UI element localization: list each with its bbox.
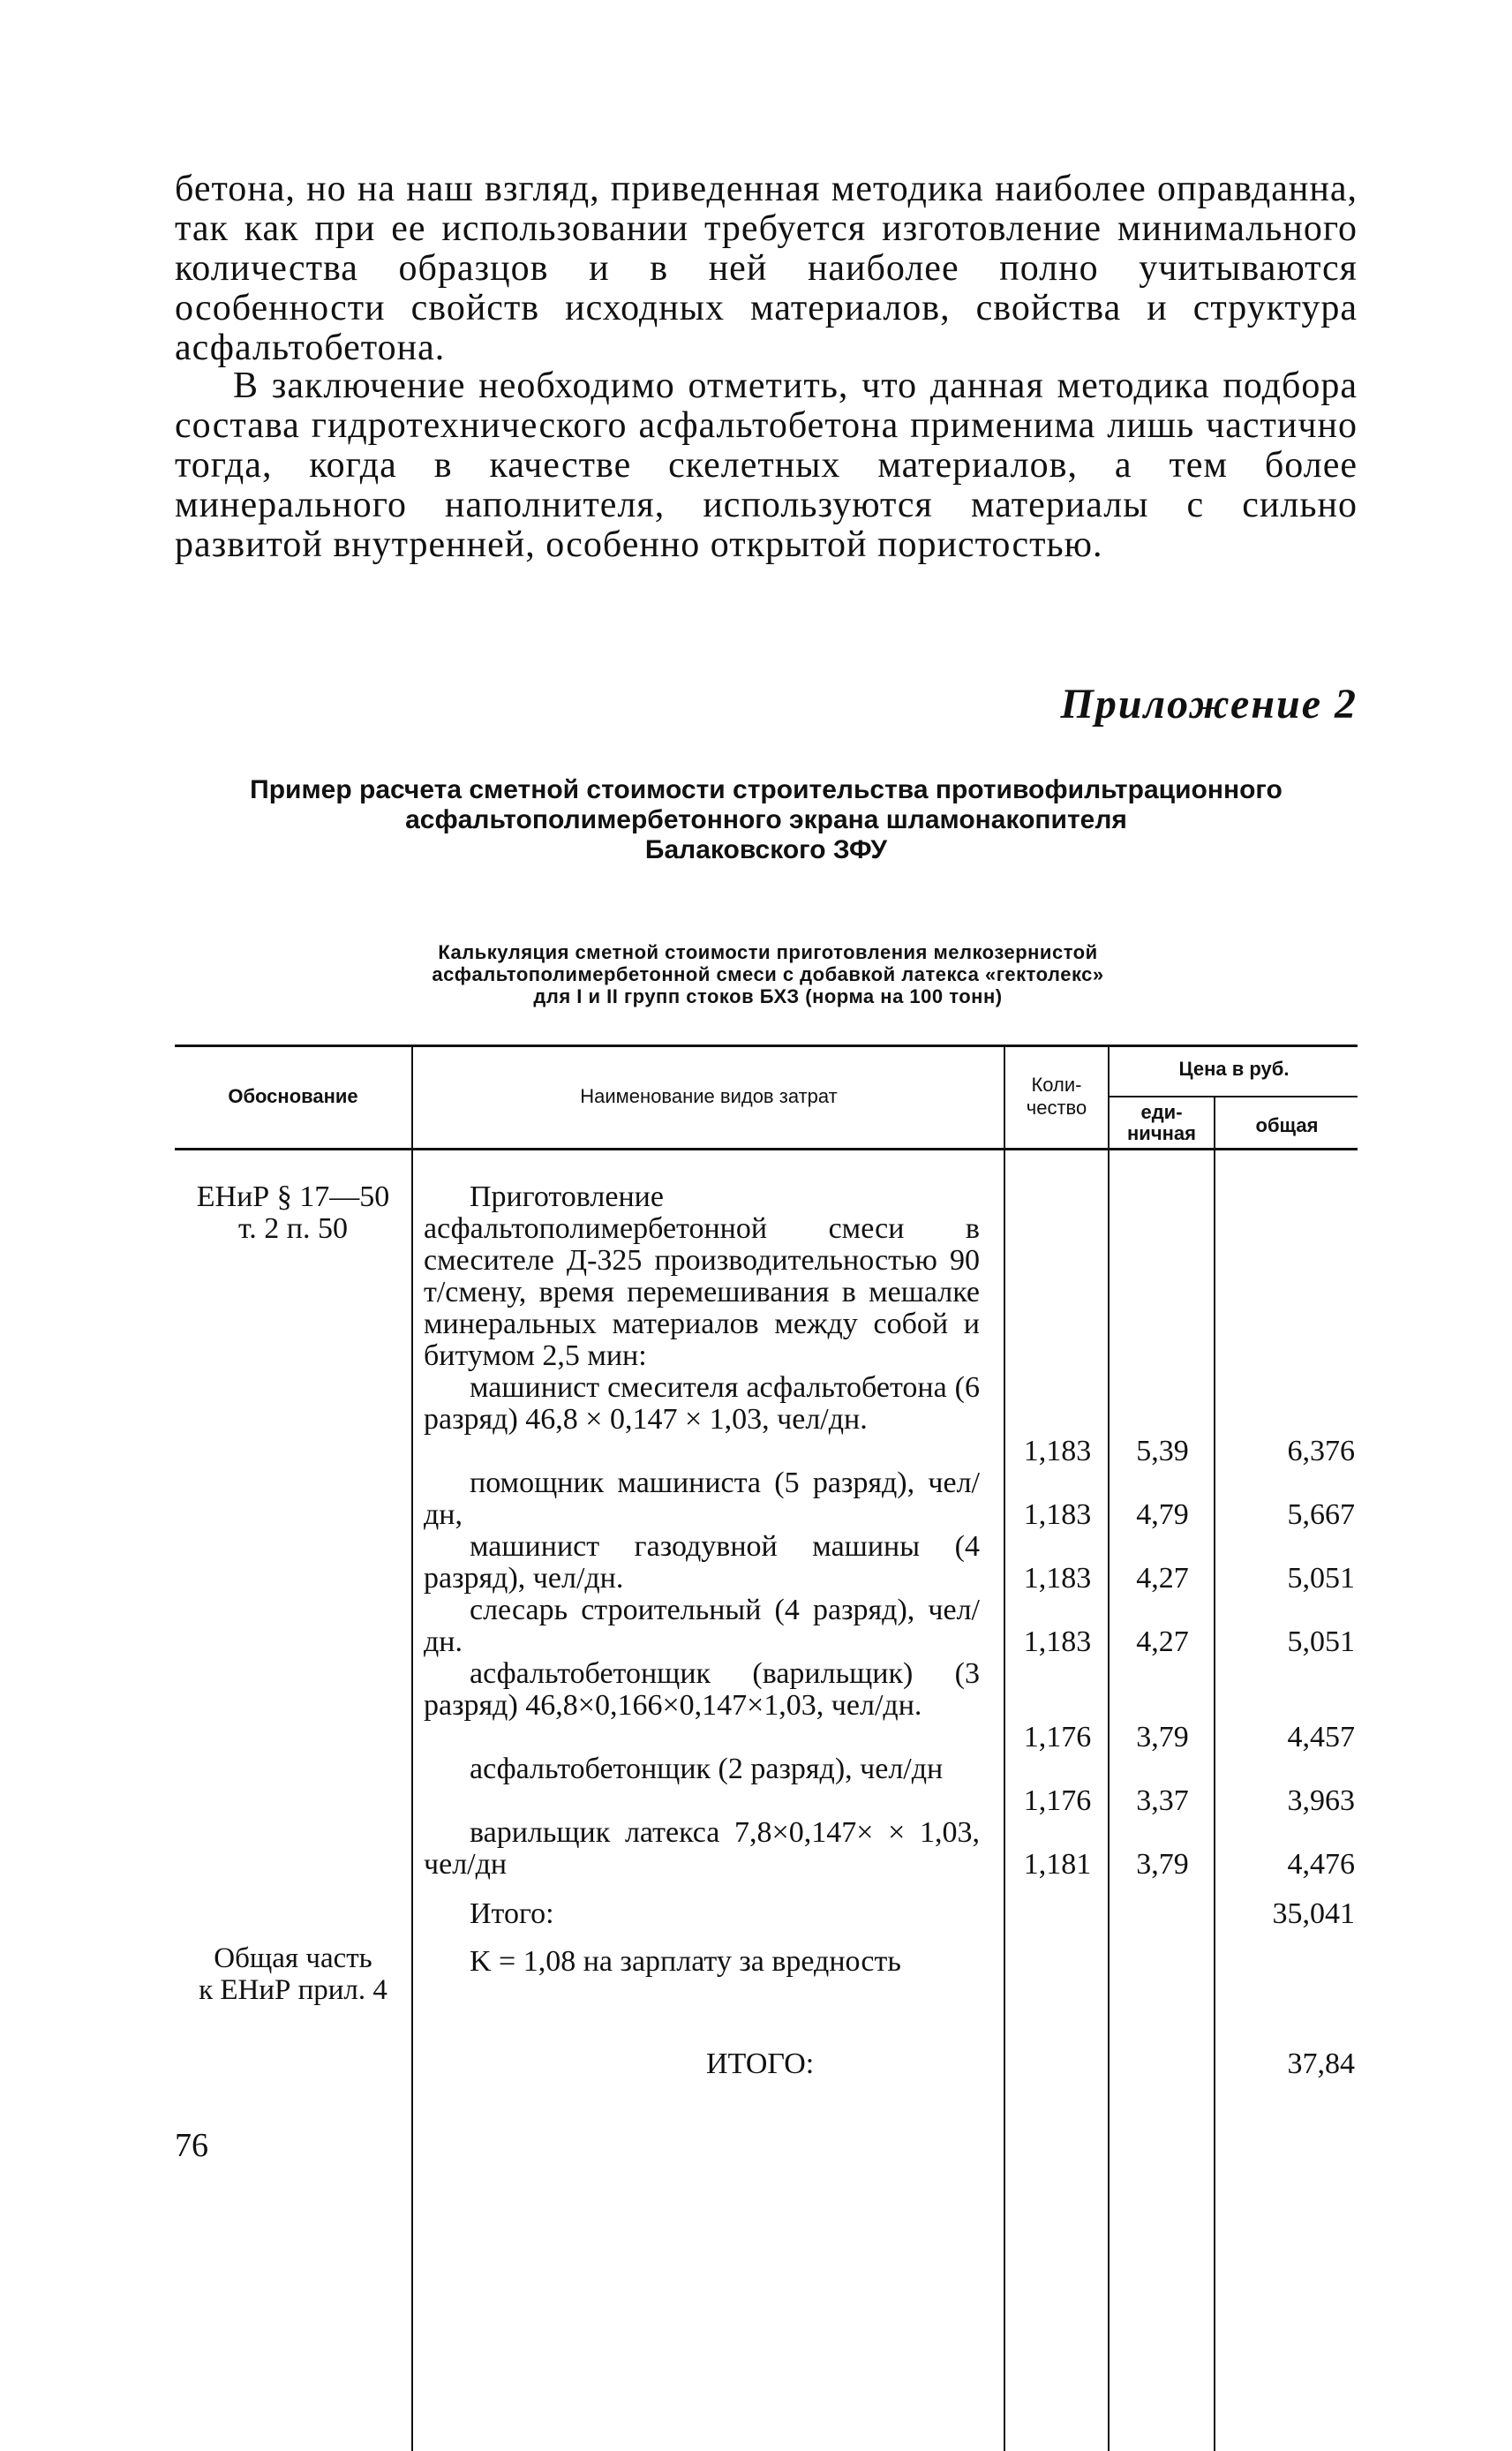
row-1-total: 6,376 [1287, 1435, 1355, 1467]
page-number: 76 [175, 2127, 208, 2164]
basis-general [175, 1942, 411, 2006]
header-bottom-rule [175, 1148, 1358, 1150]
basis-general-l1: Общая часть [214, 1942, 372, 1974]
row-3-unit: 4,27 [1136, 1562, 1189, 1595]
table-row-desc [424, 1658, 980, 1722]
basis-enir-l1: ЕНиР § 17—50 [196, 1180, 390, 1213]
paragraph-1: бетона, но на наш взгляд, приведенная методика наиболее оправданна, так как при ее использовании требуется изготовление минимального количества образцов и в ней наиболее полно учитываются особенности свойств исходных материалов, свойства и структура асфальтобетона. [175, 169, 1358, 368]
row-7-desc: варильщик латекса 7,8×0,147× × 1,03, чел/дн [424, 1816, 980, 1881]
row-2-unit: 4,79 [1136, 1498, 1189, 1531]
coefficient-row [424, 1946, 980, 1978]
header-price: Цена в руб. [1178, 1058, 1290, 1080]
row-2-desc: помощник машиниста (5 разряд), чел/дн, [424, 1467, 980, 1531]
basis-enir-l2: т. 2 п. 50 [238, 1212, 348, 1245]
caption-line-3: для I и II групп стоков БХЗ (норма на 100 тонн) [533, 985, 1003, 1007]
row-7-total: 4,476 [1287, 1848, 1355, 1881]
row-4-desc: слесарь строительный (4 разряд), чел/дн. [424, 1594, 980, 1658]
header-unit-l2: ничная [1127, 1122, 1196, 1144]
row-5-unit: 3,79 [1136, 1721, 1189, 1753]
header-unit-l1: еди- [1140, 1101, 1183, 1123]
subtotal-value: 35,041 [1272, 1897, 1355, 1930]
header-basis: Обоснование [228, 1085, 358, 1107]
row-5-desc: асфальтобетонщик (варильщик) (3 разряд) 46,8×0,166×0,147×1,03, чел/дн. [424, 1657, 980, 1722]
row-1-qty: 1,183 [1023, 1435, 1092, 1467]
coefficient-text: K = 1,08 на зарплату за вредность [470, 1945, 901, 1978]
col-divider-4 [1214, 1097, 1215, 2451]
basis-general-l2: к ЕНиР прил. 4 [199, 1974, 387, 2006]
row-4-qty: 1,183 [1023, 1625, 1092, 1658]
appendix-heading: Приложение 2 [1060, 681, 1358, 728]
row-5-qty: 1,176 [1023, 1721, 1092, 1753]
basis-enir [175, 1181, 411, 1245]
row-1-unit: 5,39 [1136, 1435, 1189, 1467]
subtotal-label-text: Итого: [470, 1897, 554, 1930]
table-row-desc [424, 1467, 980, 1531]
title-line-3: Балаковского ЗФУ [644, 835, 888, 864]
header-qty [1006, 1074, 1107, 1120]
header-qty-l2: чество [1026, 1097, 1087, 1119]
intro-description [424, 1181, 980, 1372]
row-7-qty: 1,181 [1023, 1848, 1092, 1881]
row-4-unit: 4,27 [1136, 1625, 1189, 1658]
row-6-total: 3,963 [1287, 1784, 1355, 1817]
row-6-desc: асфальтобетонщик (2 разряд), чел/дн [470, 1753, 944, 1785]
row-4-total: 5,051 [1287, 1625, 1355, 1658]
row-3-desc: машинист газодувной машины (4 разряд), чел/дн. [424, 1530, 980, 1595]
row-3-qty: 1,183 [1023, 1562, 1092, 1595]
col-divider-1 [411, 1047, 413, 2451]
table-row-desc [424, 1595, 980, 1658]
row-2-qty: 1,183 [1023, 1498, 1092, 1531]
title-line-1: Пример расчета сметной стоимости строительства противофильтрационного [250, 775, 1283, 804]
title-line-2: асфальтополимербетонного экрана шламонакопителя [405, 805, 1127, 834]
table-row-desc [424, 1817, 980, 1881]
price-subheader-rule [1108, 1096, 1358, 1097]
header-total: общая [1255, 1114, 1319, 1136]
row-6-qty: 1,176 [1023, 1784, 1092, 1817]
col-divider-2 [1004, 1047, 1005, 2451]
caption-line-1: Калькуляция сметной стоимости приготовления мелкозернистой [438, 941, 1098, 963]
col-divider-3 [1108, 1047, 1110, 2451]
row-3-total: 5,051 [1287, 1562, 1355, 1595]
grand-total-value: 37,84 [1287, 2048, 1355, 2080]
document-title [175, 775, 1358, 865]
paragraph-2: В заключение необходимо отметить, что данная методика подбора состава гидротехнического асфальтобетона применима лишь частично тогда, когда в качестве скелетных материалов, а тем более минерального наполнителя, используются материалы с сильно развитой внутренней, особенно открытой пористостью. [175, 366, 1358, 565]
table-top-rule [175, 1045, 1358, 1047]
row-2-total: 5,667 [1287, 1498, 1355, 1531]
header-unit-price [1110, 1102, 1213, 1144]
row-1-desc: машинист смесителя асфальтобетона (6 разряд) 46,8 × 0,147 × 1,03, чел/дн. [424, 1371, 980, 1436]
header-qty-l1: Коли- [1031, 1074, 1082, 1096]
subtotal-label [424, 1898, 980, 1930]
table-row-desc [424, 1531, 980, 1595]
header-name: Наименование видов затрат [580, 1085, 838, 1107]
table-row-desc [424, 1753, 980, 1785]
row-5-total: 4,457 [1287, 1721, 1355, 1753]
row-7-unit: 3,79 [1136, 1848, 1189, 1881]
table-row-desc [424, 1372, 980, 1436]
table-caption [265, 941, 1271, 1007]
caption-line-2: асфальтополимербетонной смеси с добавкой латекса «гектолекс» [432, 963, 1104, 985]
grand-total-label: ИТОГО: [706, 2048, 815, 2080]
intro-text: Приготовление асфальтополимербетонной смеси в смесителе Д-325 производительностью 90 т/смену, время перемешивания в мешалке минеральных материалов между собой и битумом 2,5 мин: [424, 1180, 980, 1372]
row-6-unit: 3,37 [1136, 1784, 1189, 1817]
